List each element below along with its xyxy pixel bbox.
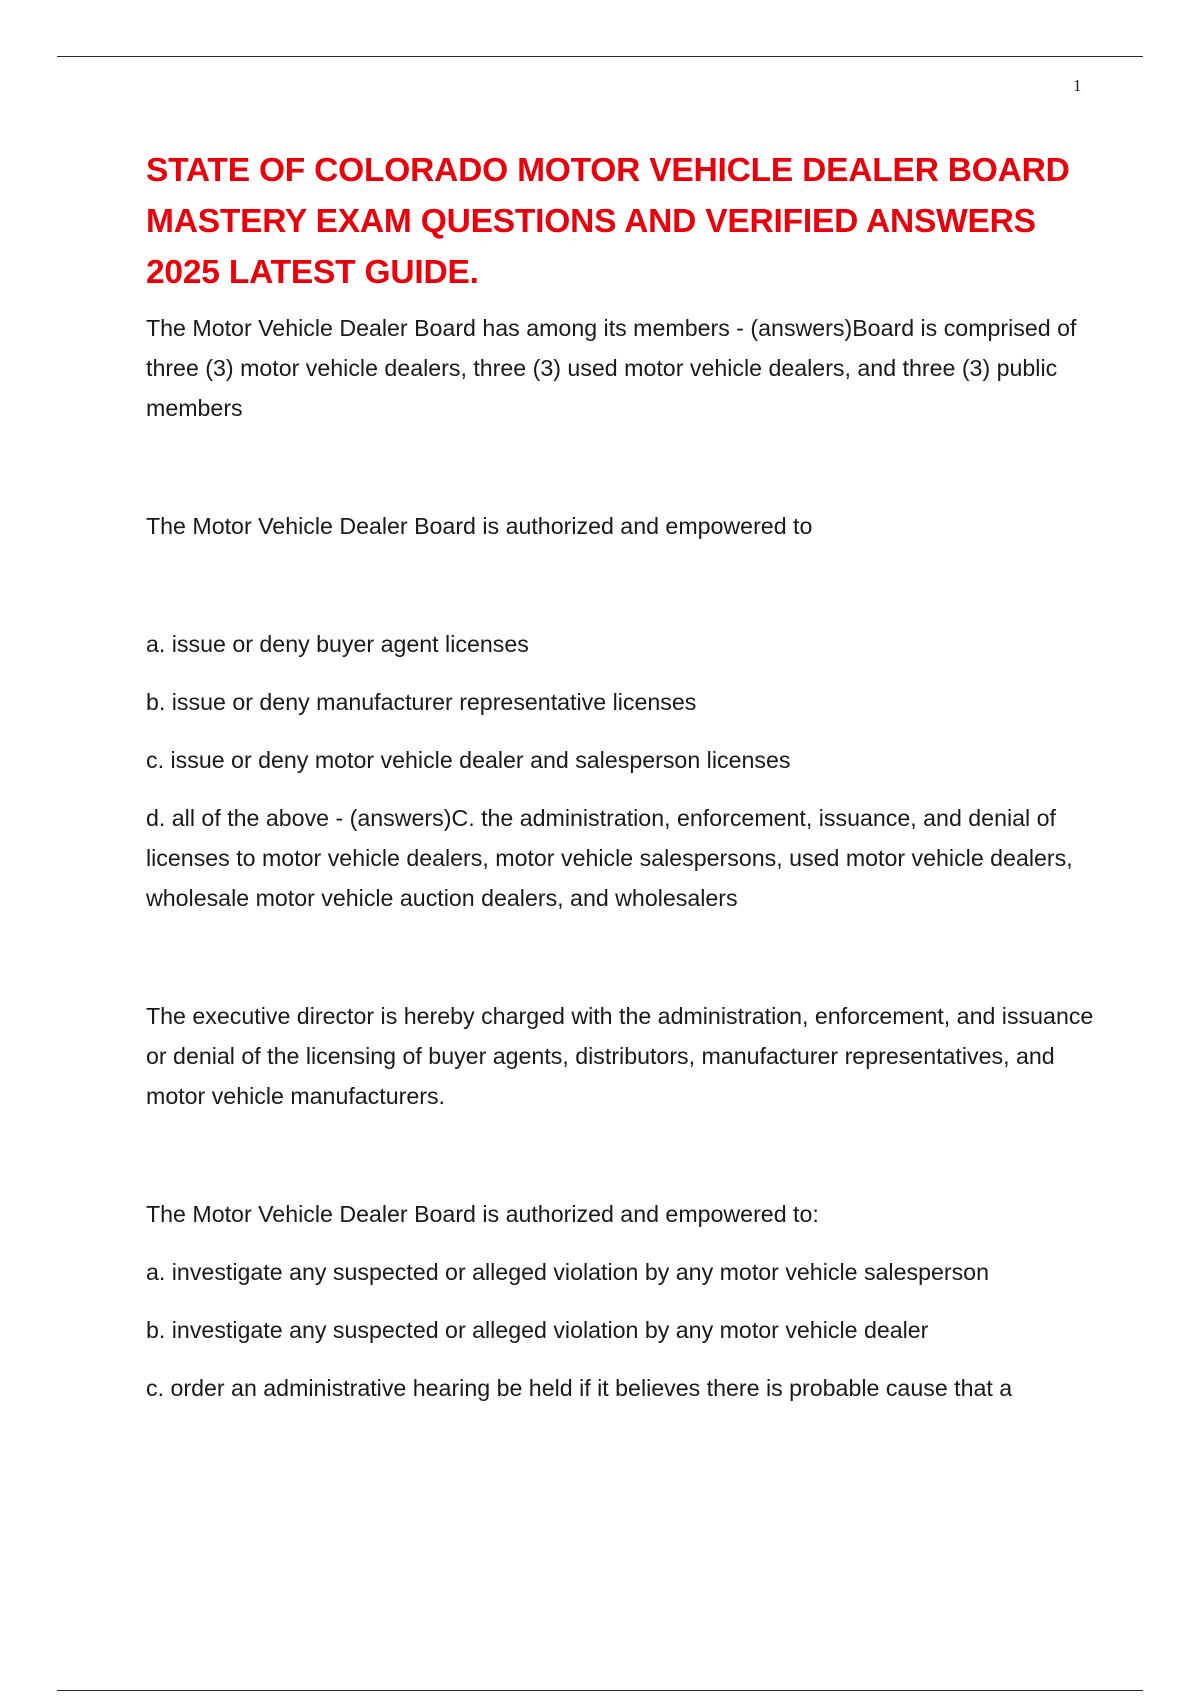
question-4-option-c: c. order an administrative hearing be held if it believes there is probable cause that a bbox=[146, 1375, 1013, 1401]
footer-rule bbox=[57, 1690, 1143, 1691]
question-4-option-b: b. investigate any suspected or alleged violation by any motor vehicle dealer bbox=[146, 1317, 929, 1343]
question-1: The Motor Vehicle Dealer Board has among its members - (answers)Board is comprised of three (3) motor vehicle dealers, three (3) used motor vehicle dealers, and three (3) public members bbox=[146, 315, 1077, 421]
question-2-option-a: a. issue or deny buyer agent licenses bbox=[146, 631, 529, 657]
question-2-stem: The Motor Vehicle Dealer Board is authorized and empowered to bbox=[146, 513, 813, 539]
document-title: STATE OF COLORADO MOTOR VEHICLE DEALER BOARD MASTERY EXAM QUESTIONS AND VERIFIED ANSWERS 2025 LATEST GUIDE. bbox=[146, 152, 1070, 291]
question-2-option-b: b. issue or deny manufacturer representative licenses bbox=[146, 689, 697, 715]
question-3: The executive director is hereby charged with the administration, enforcement, and issuance or denial of the licensing of buyer agents, distributors, manufacturer representatives, and motor vehicle manufacturers. bbox=[146, 1003, 1094, 1109]
question-2-option-c: c. issue or deny motor vehicle dealer and salesperson licenses bbox=[146, 747, 791, 773]
question-4-option-a: a. investigate any suspected or alleged violation by any motor vehicle salesperson bbox=[146, 1259, 989, 1285]
header-rule bbox=[57, 56, 1143, 57]
document-body bbox=[146, 145, 1096, 1408]
page-number: 1 bbox=[1073, 76, 1082, 95]
question-4-stem: The Motor Vehicle Dealer Board is authorized and empowered to: bbox=[146, 1201, 819, 1227]
question-2-option-d: d. all of the above - (answers)C. the administration, enforcement, issuance, and denial of licenses to motor vehicle dealers, motor vehicle salespersons, used motor vehicle dealers, wholesale motor vehicle auction dealers, and wholesalers bbox=[146, 805, 1073, 911]
